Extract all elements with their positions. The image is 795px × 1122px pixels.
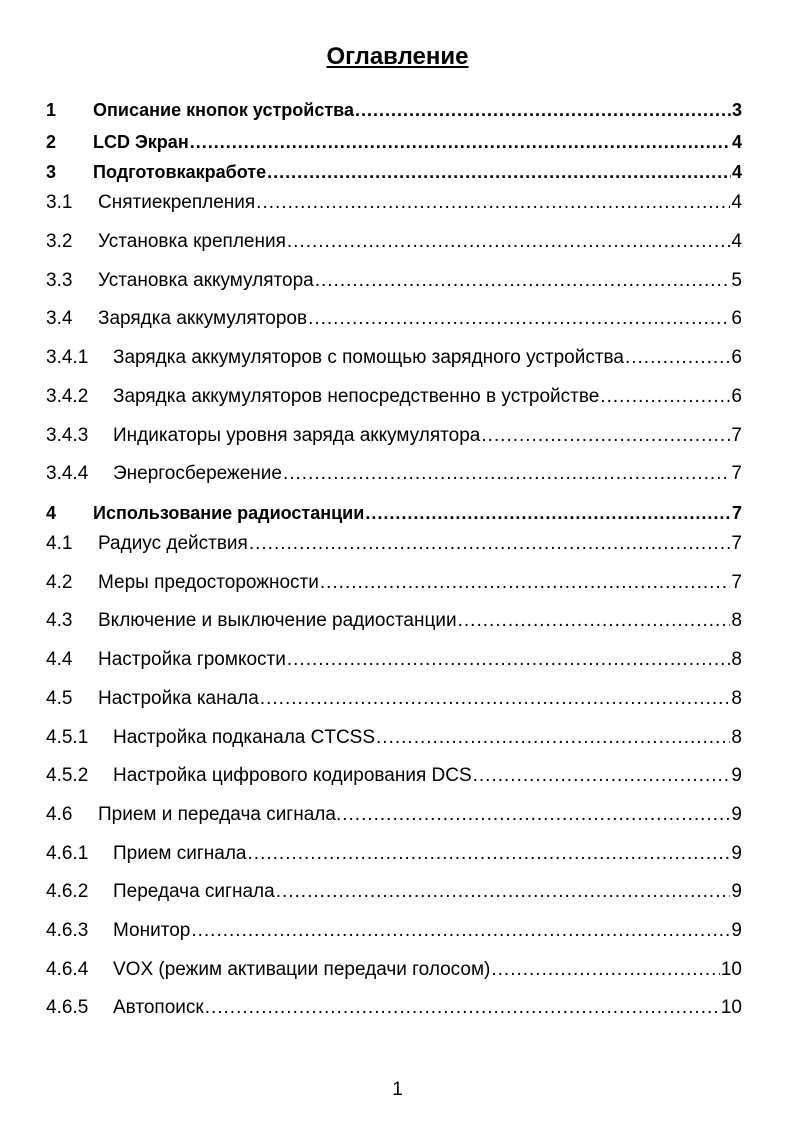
toc-entry-page: 8: [731, 649, 742, 670]
toc-entry[interactable]: [46, 763, 742, 787]
toc-entry-title: Подготовкакработе: [93, 162, 267, 182]
toc-entry-title: Использование радиостанции: [93, 503, 365, 523]
toc-entry-title: Монитор: [113, 920, 191, 941]
toc-entry-title: VOX (режим активации передачи голосом): [113, 959, 491, 980]
toc-entry[interactable]: [46, 461, 742, 485]
toc-entry-number: 3.2: [46, 231, 73, 252]
toc-entry[interactable]: [46, 957, 742, 981]
toc-entry-page: 9: [731, 843, 742, 864]
toc-leader-dots: [625, 347, 730, 369]
toc-entry[interactable]: [46, 159, 742, 183]
toc-entry-number: 4.6.4: [46, 959, 89, 980]
toc-leader-dots: [355, 100, 731, 121]
toc-entry-number: 4.1: [46, 533, 73, 554]
toc-entry-title: Зарядка аккумуляторов: [98, 308, 308, 329]
toc-entry-page: 4: [731, 231, 742, 252]
toc-entry-title: Включение и выключение радиостанции: [98, 610, 457, 631]
toc-entry-number: 4.4: [46, 649, 73, 670]
toc-entry-number: 4.5: [46, 688, 73, 709]
toc-entry-title: Установка крепления: [98, 231, 286, 252]
page-title: Оглавление: [326, 43, 469, 70]
toc-entry-number: 3.3: [46, 270, 73, 291]
toc-entry-page: 7: [731, 533, 742, 554]
toc-entry-number: 3.4.2: [46, 386, 89, 407]
toc-leader-dots: [287, 231, 731, 253]
toc-entry-title: Радиус действия: [98, 533, 248, 554]
toc-entry-page: 4: [731, 132, 742, 152]
toc-entry-number: 4.5.1: [46, 727, 89, 748]
toc-entry-number: 4.6.2: [46, 881, 89, 902]
page-number: 1: [392, 1079, 403, 1100]
toc-entry-page: 9: [731, 920, 742, 941]
toc-entry[interactable]: [46, 879, 742, 903]
toc-entry-page: 9: [731, 881, 742, 902]
toc-leader-dots: [276, 881, 731, 903]
toc-entry-title: Установка аккумулятора: [98, 270, 314, 291]
toc-entry-title: LCD Экран: [93, 132, 189, 152]
toc-entry-page: 10: [720, 997, 742, 1018]
toc-leader-dots: [190, 132, 731, 153]
toc-entry[interactable]: [46, 129, 742, 153]
toc-entry-number: 4.6.5: [46, 997, 89, 1018]
toc-entry-title: Прием сигнала: [113, 843, 247, 864]
toc-entry-title: Описание кнопок устройства: [93, 100, 354, 120]
toc-leader-dots: [283, 463, 730, 485]
toc-entry-title: Энергосбережение: [113, 463, 282, 484]
toc-leader-dots: [491, 959, 720, 981]
toc-entry-number: 4.5.2: [46, 765, 89, 786]
toc-entry-title: Индикаторы уровня заряда аккумулятора: [113, 425, 481, 446]
toc-entry-page: 6: [731, 347, 742, 368]
toc-entry[interactable]: [46, 570, 742, 594]
toc-entry-number: 2: [46, 132, 57, 152]
toc-entry-page: 7: [731, 463, 742, 484]
toc-entry-title: Зарядка аккумуляторов с помощью зарядного устройства: [113, 347, 624, 368]
toc-entry-page: 4: [731, 192, 742, 213]
toc-leader-dots: [267, 162, 731, 183]
toc-entry-title: Настройка канала: [98, 688, 259, 709]
toc-entry-page: 7: [731, 572, 742, 593]
toc-entry-page: 8: [731, 727, 742, 748]
toc-entry-title: Зарядка аккумуляторов непосредственно в устройстве: [113, 386, 600, 407]
toc-entry-page: 6: [731, 308, 742, 329]
toc-leader-dots: [320, 572, 731, 594]
toc-entry-page: 9: [731, 804, 742, 825]
toc-leader-dots: [249, 533, 731, 555]
toc-entry[interactable]: [46, 608, 742, 632]
toc-entry-page: 9: [731, 765, 742, 786]
toc-entry-title: Настройка подканала CTCSS: [113, 727, 376, 748]
toc-entry-title: Снятиекрепления: [98, 192, 256, 213]
toc-entry-page: 7: [731, 425, 742, 446]
toc-leader-dots: [256, 192, 730, 214]
toc-entry-title: Автопоиск: [113, 997, 204, 1018]
toc-entry[interactable]: [46, 802, 742, 826]
toc-entry-page: 6: [731, 386, 742, 407]
toc-entry-number: 3.4.4: [46, 463, 89, 484]
toc-entry[interactable]: [46, 190, 742, 214]
toc-leader-dots: [473, 765, 731, 787]
toc-entry[interactable]: [46, 725, 742, 749]
toc-entry[interactable]: [46, 423, 742, 447]
toc-entry-number: 4.6.3: [46, 920, 89, 941]
toc-leader-dots: [481, 425, 730, 447]
toc-entry-page: 5: [731, 270, 742, 291]
toc-entry[interactable]: [46, 384, 742, 408]
toc-leader-dots: [248, 843, 731, 865]
toc-entry[interactable]: [46, 268, 742, 292]
toc-entry-number: 3.4.3: [46, 425, 89, 446]
toc-entry[interactable]: [46, 647, 742, 671]
toc-entry-number: 3.4.1: [46, 347, 89, 368]
toc-leader-dots: [600, 386, 730, 408]
toc-entry-number: 3.1: [46, 192, 73, 213]
toc-entry[interactable]: [46, 686, 742, 710]
toc-leader-dots: [365, 503, 731, 524]
toc-entry-number: 3: [46, 162, 57, 182]
toc-entry[interactable]: [46, 97, 742, 121]
toc-entry-page: 8: [731, 610, 742, 631]
toc-leader-dots: [287, 649, 731, 671]
toc-entry[interactable]: [46, 841, 742, 865]
toc-entry-title: Меры предосторожности: [98, 572, 319, 593]
toc-leader-dots: [315, 270, 731, 292]
toc-entry-title: Прием и передача сигнала.: [98, 804, 342, 825]
toc-entry-number: 4: [46, 503, 57, 523]
toc-leader-dots: [205, 997, 720, 1019]
toc-entry-number: 4.6: [46, 804, 73, 825]
toc-entry-number: 4.2: [46, 572, 73, 593]
toc-leader-dots: [458, 610, 731, 632]
toc-entry-page: 7: [731, 503, 742, 523]
toc-entry-title: Передача сигнала: [113, 881, 275, 902]
toc-leader-dots: [342, 804, 730, 826]
toc-entry-number: 4.6.1: [46, 843, 89, 864]
toc-leader-dots: [191, 920, 730, 942]
toc-entry-number: 4.3: [46, 610, 73, 631]
toc-entry-number: 3.4: [46, 308, 73, 329]
toc-leader-dots: [376, 727, 730, 749]
toc-entry-title: Настройка цифрового кодирования DCS: [113, 765, 472, 786]
toc-entry-page: 4: [731, 162, 742, 182]
toc-entry-page: 8: [731, 688, 742, 709]
toc-entry-page: 3: [731, 100, 742, 120]
toc-entry-page: 10: [720, 959, 742, 980]
toc-leader-dots: [308, 308, 730, 330]
toc-entry[interactable]: [46, 345, 742, 369]
toc-entry[interactable]: [46, 995, 742, 1019]
toc-entry-number: 1: [46, 100, 57, 120]
toc-entry[interactable]: [46, 531, 742, 555]
toc-entry[interactable]: [46, 229, 742, 253]
toc-entry-title: Настройка громкости: [98, 649, 286, 670]
toc-leader-dots: [260, 688, 731, 710]
toc-entry[interactable]: [46, 306, 742, 330]
toc-entry[interactable]: [46, 500, 742, 524]
toc-entry[interactable]: [46, 918, 742, 942]
